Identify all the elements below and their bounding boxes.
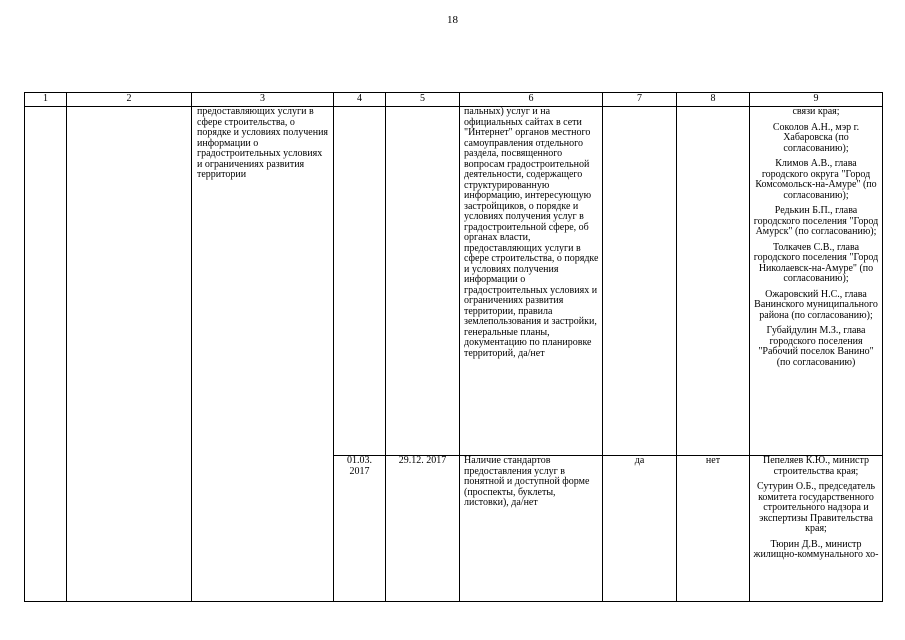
cell-col-1 [25,107,67,602]
current-value-cell: нет [677,456,750,602]
table-row [25,107,883,456]
responsible-entry: Пепеляев К.Ю., министр строительства края; [763,455,869,477]
header-col-1: 1 [25,93,67,107]
end-date-cell [386,107,460,456]
header-col-8: 8 [677,93,750,107]
header-col-6: 6 [460,93,603,107]
responsible-cell [750,456,883,602]
responsible-entry: Редькин Б.П., глава городского поселения "Город Амурск" (по согласованию); [753,205,879,237]
current-value-cell [677,107,750,456]
target-value-cell: да [603,456,677,602]
header-row [25,93,883,107]
header-col-9: 9 [750,93,883,107]
header-col-4: 4 [334,93,386,107]
header-col-3: 3 [192,93,334,107]
responsible-entry: Губайдулин М.З., глава городского поселения "Рабочий поселок Ванино" (по согласованию) [758,325,874,368]
indicator-cell: Наличие стандартов предоставления услуг в понятной и доступной форме (проспекты, буклеты, листовки), да/нет [460,456,603,602]
responsible-entry: Ожаровский Н.С., глава Ванинского муниципального района (по согласованию); [754,288,878,321]
header-col-2: 2 [67,93,192,107]
page-number: 18 [447,14,458,26]
header-col-7: 7 [603,93,677,107]
responsible-entry: связи края; [792,106,840,117]
start-date-cell [334,107,386,456]
header-col-5: 5 [386,93,460,107]
indicator-cell: пальных) услуг и на официальных сайтах в сети "Интернет" органов местного самоуправления отдельного раздела, посвященного вопросам градостроительной деятельности, содержащего структурированную информацию, интересующую застройщиков, о порядке и условиях получения услуг в градостроительной сфере, об органах власти, предоставляющих услуги в сфере строительства, о порядке и условиях получения информации о градостроительных условиях и ограничениях развития территории, правила землепользования и застройки, генеральные планы, документацию по планировке территорий, да/нет [460,107,603,456]
plan-table [24,92,883,602]
start-date-cell: 01.03. 2017 [334,456,386,602]
responsible-entry: Сутурин О.Б., председатель комитета государственного строительного надзора и экспертизы Правительства края; [756,481,876,534]
responsible-entry: Соколов А.Н., мэр г. Хабаровска (по согласованию); [772,121,860,154]
responsible-cell [750,107,883,456]
cell-col-2 [67,107,192,602]
responsible-entry: Климов А.В., глава городского округа "Город Комсомольск-на-Амуре" (по согласованию); [755,158,877,201]
target-value-cell [603,107,677,456]
responsible-entry: Толкачев С.В., глава городского поселения "Город Николаевск-на-Амуре" (по согласованию); [753,241,879,284]
responsible-entry: Тюрин Д.В., министр жилищно-коммунального хо- [753,538,879,560]
measure-description-cell: предоставляющих услуги в сфере строительства, о порядке и условиях получения информации о градостроительных условиях и ограничениях развития территории [192,107,334,602]
end-date-cell: 29.12. 2017 [386,456,460,602]
